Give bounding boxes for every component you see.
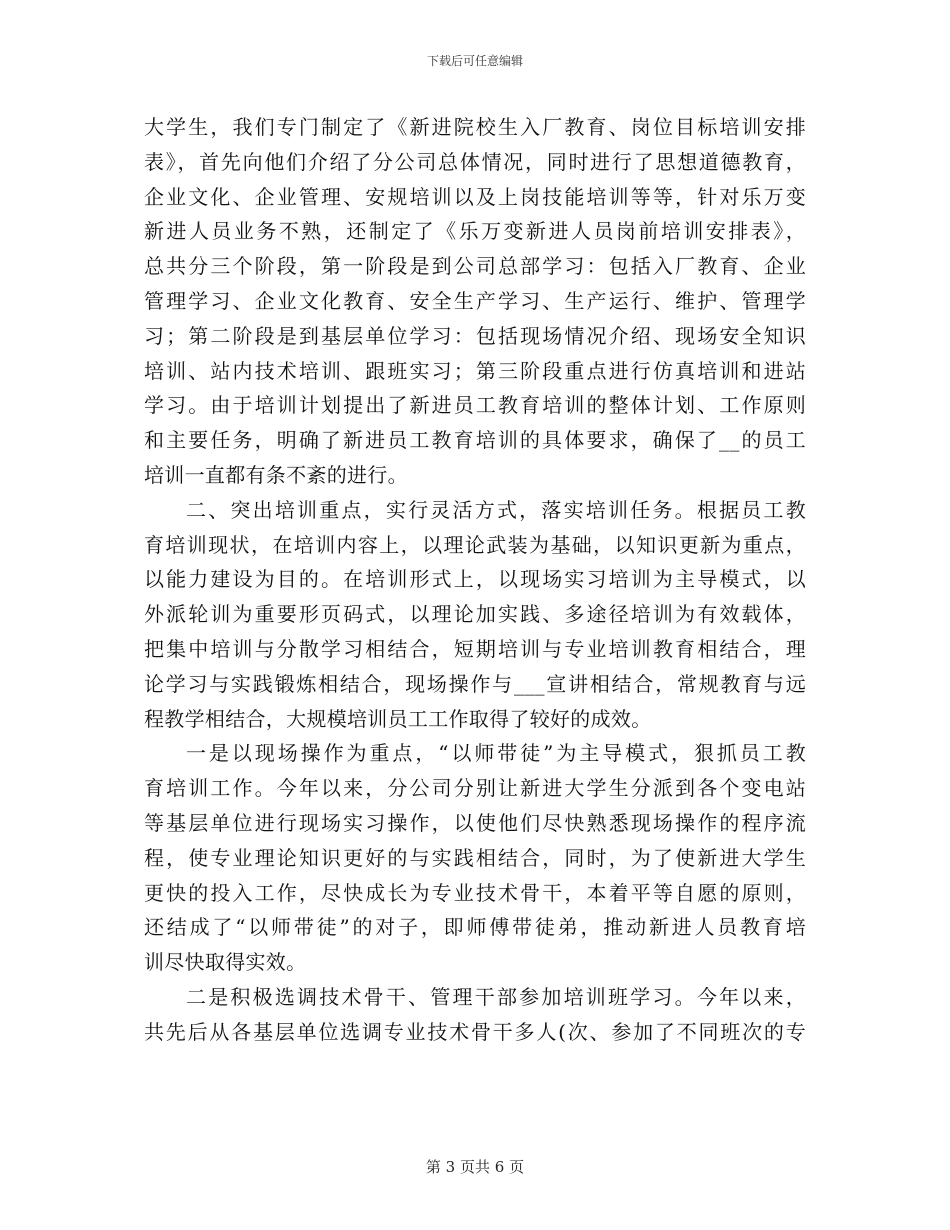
text-line: 学习。由于培训计划提出了新进员工教育培训的整体计划、工作原则 (144, 393, 806, 418)
text-line: 管理学习、企业文化教育、安全生产学习、生产运行、维护、管理学 (144, 288, 806, 313)
text-line: 一是以现场操作为重点，“以师带徒”为主导模式，狠抓员工教 (186, 741, 806, 766)
text-line: 更快的投入工作，尽快成长为专业技术骨干，本着平等自愿的原则， (144, 880, 806, 905)
text-line: 外派轮训为重要形页码式，以理论加实践、多途径培训为有效载体， (144, 602, 806, 627)
text-line: 二是积极选调技术骨干、管理干部参加培训班学习。今年以来， (186, 984, 806, 1009)
text-line: 等基层单位进行现场实习操作，以使他们尽快熟悉现场操作的程序流 (144, 810, 806, 835)
text-line: 培训、站内技术培训、跟班实习；第三阶段重点进行仿真培训和进站 (144, 358, 806, 383)
text-line: 培训一直都有条不紊的进行。 (144, 462, 408, 487)
text-line: 育培训现状，在培训内容上，以理论武装为基础，以知识更新为重点， (144, 532, 806, 557)
text-line: 程教学相结合，大规模培训员工工作取得了较好的成效。 (144, 706, 652, 731)
text-line: 训尽快取得实效。 (144, 950, 307, 975)
text-line: 共先后从各基层单位选调专业技术骨干多人(次、参加了不同班次的专 (144, 1019, 806, 1044)
document-body (144, 110, 806, 1050)
page-header: 下载后可任意编辑 (426, 54, 523, 68)
text-line: 程，使专业理论知识更好的与实践相结合，同时，为了使新进大学生 (144, 845, 806, 870)
text-line: 育培训工作。今年以来，分公司分别让新进大学生分派到各个变电站 (144, 776, 806, 801)
text-line: 表》，首先向他们介绍了分公司总体情况，同时进行了思想道德教育， (144, 149, 806, 174)
text-line: 总共分三个阶段，第一阶段是到公司总部学习：包括入厂教育、企业 (144, 254, 806, 279)
text-line: 和主要任务，明确了新进员工教育培训的具体要求，确保了__的员工 (144, 428, 806, 453)
text-line: 企业文化、企业管理、安规培训以及上岗技能培训等等，针对乐万变 (144, 184, 806, 209)
text-line: 以能力建设为目的。在培训形式上，以现场实习培训为主导模式，以 (144, 567, 806, 592)
text-line: 大学生，我们专门制定了《新进院校生入厂教育、岗位目标培训安排 (144, 115, 806, 139)
text-line: 新进人员业务不熟，还制定了《乐万变新进人员岗前培训安排表》， (144, 219, 806, 244)
text-line: 论学习与实践锻炼相结合，现场操作与___宣讲相结合，常规教育与远 (144, 671, 806, 696)
text-line: 二、突出培训重点，实行灵活方式，落实培训任务。根据员工教 (186, 497, 806, 522)
text-line: 习；第二阶段是到基层单位学习：包括现场情况介绍、现场安全知识 (144, 323, 806, 348)
text-line: 把集中培训与分散学习相结合，短期培训与专业培训教育相结合，理 (144, 636, 806, 661)
page-footer: 第 3 页共 6 页 (425, 1158, 525, 1176)
text-line: 还结成了“以师带徒”的对子，即师傅带徒弟，推动新进人员教育培 (144, 915, 806, 940)
